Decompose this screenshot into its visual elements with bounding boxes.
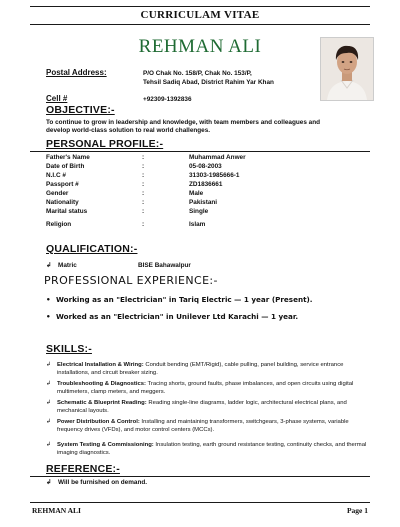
profile-key: Gender [46,190,69,197]
profile-key: Passport # [46,181,79,188]
qualification-heading: QUALIFICATION:- [46,243,138,255]
arrow-down-left-icon: ↲ [46,479,52,486]
skill-description: Conduit bending (EMT/Rigid), cable pulling, panel building, service entrance installations, and circuit breaker sizing. [57,362,344,376]
skills-heading: SKILLS:- [46,343,92,355]
skill-title: Troubleshooting & Diagnostics: [57,381,147,387]
profile-colon: : [142,208,145,215]
experience-heading: PROFESSIONAL EXPERIENCE:- [44,274,218,287]
profile-colon: : [142,163,145,170]
profile-key: Father's Name [46,154,90,161]
profile-photo [320,37,374,101]
personal-profile-rule [30,151,370,152]
experience-item [46,312,298,321]
profile-value: Single [189,208,209,215]
skill-title: System Testing & Commissioning: [57,442,154,448]
profile-value: 31303-1985666-1 [189,172,240,179]
objective-line-1: To continue to grow in leadership and knowledge, with team members and colleagues and [46,119,321,126]
profile-key: N.I.C # [46,172,66,179]
qualification-level: Matric [58,262,77,269]
bullet-icon: • [46,295,51,304]
skill-item [46,381,372,396]
profile-value: Pakistani [189,199,218,206]
personal-profile-heading: PERSONAL PROFILE:- [46,138,164,150]
profile-colon: : [142,221,145,228]
experience-item [46,295,313,304]
reference-text: Will be furnished on demand. [58,479,148,486]
footer-page-number: Page 1 [346,506,368,515]
reference-item [46,479,147,487]
profile-value: Islam [189,221,206,228]
skill-item [46,362,372,377]
skill-item [46,419,372,434]
skill-title: Schematic & Blueprint Reading: [57,400,147,406]
arrow-down-left-icon: ↲ [46,419,52,425]
skill-title: Power Distribution & Control: [57,419,140,425]
qualification-item [46,262,77,270]
cell-label: Cell # [46,94,68,103]
reference-heading: REFERENCE:- [46,463,120,475]
profile-value: Male [189,190,204,197]
candidate-name: REHMAN ALI [138,36,262,57]
arrow-down-left-icon: ↲ [46,442,52,448]
postal-address-label: Postal Address: [46,68,107,77]
arrow-down-left-icon: ↲ [46,362,52,368]
footer-name: REHMAN ALI [32,506,81,515]
skill-description: Installing and maintaining transformers, switchgears, 3-phase systems, variable frequency drives (VFDs), and motor control centers (MCCs). [57,419,349,433]
objective-line-2: develop world-class solution to real world challenges. [46,127,211,134]
title-rule [30,24,370,25]
document-title: CURRICULAM VITAE [140,9,260,21]
profile-colon: : [142,181,145,188]
profile-key: Nationality [46,199,79,206]
arrow-down-left-icon: ↲ [46,381,52,387]
cell-value: +92309-1392836 [143,96,192,103]
arrow-down-left-icon: ↲ [46,262,52,269]
arrow-down-left-icon: ↲ [46,400,52,406]
postal-address-line-1: P/O Chak No. 158/P, Chak No. 153/P, [143,70,252,77]
footer-rule [30,502,370,503]
profile-colon: : [142,199,145,206]
qualification-board: BISE Bahawalpur [138,262,191,269]
profile-value: Muhammad Anwer [189,154,246,161]
skill-description: Insulation testing, earth ground resistance testing, continuity checks, and thermal imaging diagnostics. [57,442,367,456]
top-rule [30,6,370,7]
skill-description: Tracing shorts, ground faults, phase imbalances, and open circuits using digital multimeters, clamp meters, and meggers. [57,381,354,395]
experience-text: Worked as an "Electrician" in Unilever Ltd Karachi — 1 year. [56,312,299,321]
profile-key: Marital status [46,208,88,215]
postal-address-line-2: Tehsil Sadiq Abad, District Rahim Yar Khan [143,79,274,86]
experience-text: Working as an "Electrician" in Tariq Electric — 1 year (Present). [56,295,313,304]
profile-colon: : [142,190,145,197]
profile-colon: : [142,154,145,161]
objective-heading: OBJECTIVE:- [46,104,115,116]
skill-item [46,400,372,415]
bullet-icon: • [46,312,51,321]
skill-item [46,442,372,457]
skill-description: Reading single-line diagrams, ladder logic, architectural electrical plans, and mechanical layouts. [57,400,347,414]
profile-key: Date of Birth [46,163,85,170]
profile-value: 05-08-2003 [189,163,222,170]
reference-rule [30,476,370,477]
profile-value: ZD1836661 [189,181,223,188]
skill-title: Electrical Installation & Wiring: [57,362,144,368]
profile-colon: : [142,172,145,179]
profile-key: Religion [46,221,72,228]
